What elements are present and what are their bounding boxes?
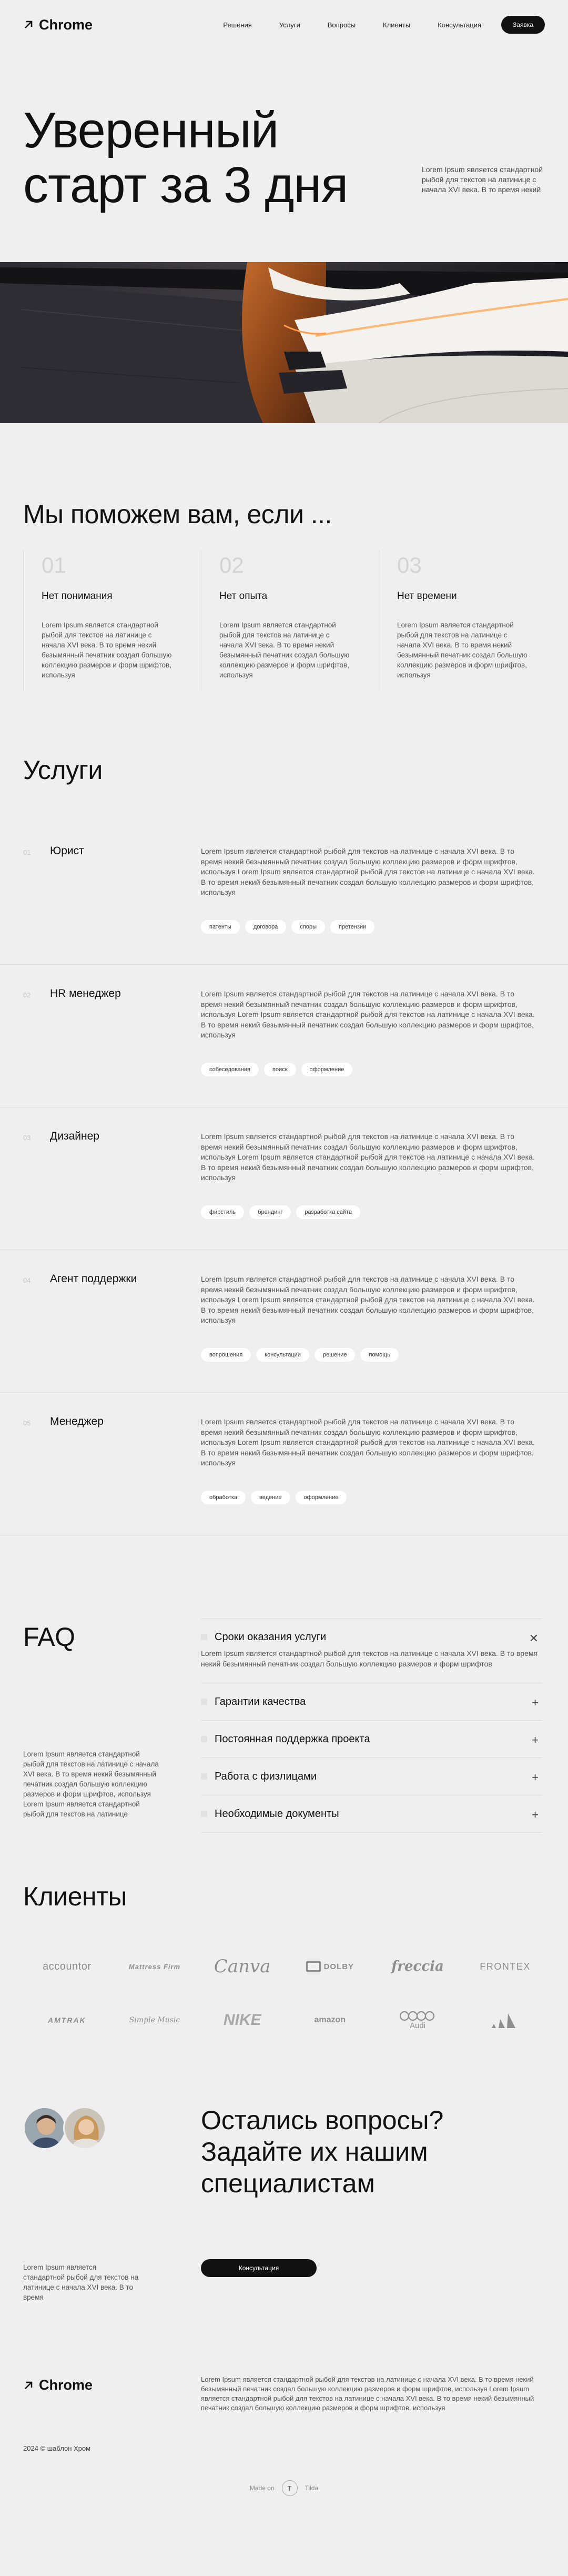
hero-title-line-2: старт за 3 дня	[23, 157, 348, 213]
service-number: 05	[23, 1419, 31, 1427]
service-number: 04	[23, 1276, 31, 1284]
avatar	[23, 2106, 66, 2150]
service-text: Lorem Ipsum является стандартной рыбой для текстов на латинице с начала XVI века. В то время некий безымянный печатник создал большую коллекцию размеров и форм шрифтов, используя Lorem Ipsum является стандартной рыбой для текстов на латинице с начала XVI века. В то время некий безымянный печатник создал большую коллекцию размеров и форм шрифтов, используя	[201, 1417, 535, 1467]
help-title: Мы поможем вам, если ...	[23, 500, 332, 529]
faq-item[interactable]	[201, 1758, 542, 1795]
client-logo-accountor: accountor	[43, 1960, 92, 1972]
service-number: 02	[23, 991, 31, 999]
nav-solutions[interactable]: Решения	[223, 21, 252, 29]
tag[interactable]: брендинг	[249, 1205, 291, 1219]
copyright: 2024 © шаблон Хром	[23, 2444, 91, 2452]
client-logo-amtrak: AMTRAK	[48, 2016, 86, 2024]
service-title: Агент поддержки	[50, 1273, 137, 1285]
contact-section	[0, 2089, 568, 2352]
service-title: HR менеджер	[50, 987, 121, 1000]
card-number: 03	[397, 553, 422, 577]
arrow-up-right-icon	[23, 19, 34, 30]
plus-icon[interactable]: +	[532, 1733, 539, 1746]
bullet-square	[201, 1773, 207, 1780]
service-tags	[201, 1063, 352, 1076]
client-logo-freccia: freccia	[391, 1959, 444, 1974]
card-number: 02	[219, 553, 244, 577]
service-item	[0, 1250, 568, 1393]
tag[interactable]: патенты	[201, 920, 240, 934]
service-item	[0, 822, 568, 965]
faq-section	[0, 1535, 568, 1821]
hero	[0, 49, 568, 262]
faq-item[interactable]	[201, 1683, 542, 1720]
close-icon[interactable]: ✕	[529, 1632, 539, 1645]
help-card	[201, 551, 379, 691]
plus-icon[interactable]: +	[532, 1808, 539, 1821]
card-text: Lorem Ipsum является стандартной рыбой для текстов на латинице с начала XVI века. В то время некий безымянный печатник создал большую коллекцию размеров и форм шрифтов, используя	[42, 621, 172, 679]
client-logo-mattress-firm: Mattress Firm	[128, 1962, 181, 1971]
tag[interactable]: помощь	[360, 1348, 399, 1362]
tag[interactable]: собеседования	[201, 1063, 259, 1076]
made-on-tilda[interactable]	[0, 2480, 568, 2496]
dolby-icon	[306, 1961, 321, 1972]
tilda-icon: T	[282, 2480, 298, 2496]
bullet-square	[201, 1736, 207, 1742]
nav-clients[interactable]: Клиенты	[383, 21, 411, 29]
service-title: Менеджер	[50, 1415, 104, 1427]
tag[interactable]: оформление	[296, 1491, 347, 1504]
service-tags	[201, 1348, 399, 1362]
client-logo-canva: Canva	[214, 1956, 271, 1977]
card-text: Lorem Ipsum является стандартной рыбой для текстов на латинице с начала XVI века. В то время некий безымянный печатник создал большую коллекцию размеров и форм шрифтов, используя	[219, 621, 350, 679]
tag[interactable]: разработка сайта	[296, 1205, 360, 1219]
tag[interactable]: оформление	[301, 1063, 353, 1076]
avatar	[63, 2106, 106, 2150]
faq-question: Гарантии качества	[215, 1695, 306, 1708]
service-title: Юрист	[50, 845, 84, 857]
hero-title-line-1: Уверенный	[23, 102, 279, 158]
plus-icon[interactable]: +	[532, 1696, 539, 1709]
person-icon	[25, 2108, 66, 2150]
hero-image	[0, 262, 568, 423]
client-logo-frontex: FRONTEX	[480, 1961, 531, 1972]
faq-side-text: Lorem Ipsum является стандартной рыбой для текстов на латинице с начала XVI века. В то время некий безымянный печатник создал большую коллекцию размеров и форм шрифтов, используя Lorem Ipsum является стандартной рыбой для текстов на латинице	[23, 1750, 159, 1818]
faq-question-row	[201, 1683, 542, 1720]
service-tags	[201, 920, 374, 934]
faq-item-open[interactable]	[201, 1619, 542, 1683]
hero-text: Lorem Ipsum является стандартной рыбой для текстов на латинице с начала XVI века. В то время некий	[422, 165, 543, 194]
services-title: Услуги	[23, 755, 103, 785]
faq-question-row	[201, 1721, 542, 1758]
nav-consultation[interactable]: Консультация	[438, 21, 482, 29]
logo-text: Chrome	[39, 16, 93, 33]
adidas-stripes-icon	[491, 2011, 518, 2029]
tag[interactable]: решение	[315, 1348, 356, 1362]
made-on-label: Made on	[249, 2484, 275, 2492]
request-button[interactable]: Заявка	[501, 16, 545, 34]
client-logo-nike: NIKE	[223, 2011, 261, 2029]
nav-questions[interactable]: Вопросы	[327, 21, 356, 29]
faq-question: Работа с физлицами	[215, 1770, 317, 1782]
client-logo-dolby: DOLBY	[286, 1955, 374, 1978]
help-section	[0, 423, 568, 718]
bullet-square	[201, 1634, 207, 1640]
service-item	[0, 1393, 568, 1535]
help-card	[379, 551, 556, 691]
card-number: 01	[42, 553, 66, 577]
card-title: Нет опыта	[219, 591, 268, 602]
tag[interactable]: обработка	[201, 1491, 246, 1504]
client-logo-adidas	[461, 2009, 549, 2032]
tag[interactable]: ведение	[251, 1491, 290, 1504]
service-item	[0, 1107, 568, 1250]
contact-side-text: Lorem Ipsum является стандартной рыбой для текстов на латинице с начала XVI века. В то время	[23, 2263, 139, 2301]
faq-list	[201, 1619, 542, 1833]
client-logo-amazon: amazon	[314, 2015, 346, 2024]
logo[interactable]	[23, 17, 93, 33]
client-logos	[23, 1955, 549, 2032]
card-title: Нет понимания	[42, 591, 113, 602]
service-text: Lorem Ipsum является стандартной рыбой для текстов на латинице с начала XVI века. В то время некий безымянный печатник создал большую коллекцию размеров и форм шрифтов, используя Lorem Ipsum является стандартной рыбой для текстов на латинице с начала XVI века. В то время некий безымянный печатник создал большую коллекцию размеров и форм шрифтов, используя	[201, 990, 535, 1039]
tilda-label: Tilda	[305, 2484, 319, 2492]
consultation-button[interactable]: Консультация	[201, 2259, 317, 2277]
nav-services[interactable]: Услуги	[279, 21, 300, 29]
service-text: Lorem Ipsum является стандартной рыбой для текстов на латинице с начала XVI века. В то время некий безымянный печатник создал большую коллекцию размеров и форм шрифтов, используя Lorem Ipsum является стандартной рыбой для текстов на латинице с начала XVI века. В то время некий безымянный печатник создал большую коллекцию размеров и форм шрифтов, используя	[201, 1132, 535, 1182]
header	[0, 0, 568, 49]
faq-question: Необходимые документы	[215, 1808, 339, 1820]
tag[interactable]: договора	[245, 920, 287, 934]
architecture-photo	[0, 262, 568, 423]
service-tags	[201, 1205, 360, 1219]
faq-answer: Lorem Ipsum является стандартной рыбой для текстов на латинице с начала XVI века. В то время некий безымянный печатник создал большую коллекцию размеров и форм шрифтов	[201, 1649, 538, 1668]
bullet-square	[201, 1699, 207, 1705]
person-icon	[65, 2108, 106, 2150]
services-section	[0, 718, 568, 1535]
audi-rings-icon	[399, 2011, 437, 2021]
bullet-square	[201, 1811, 207, 1817]
faq-item[interactable]	[201, 1720, 542, 1758]
footer-logo[interactable]	[23, 2377, 93, 2393]
specialists-avatars	[23, 2106, 113, 2159]
faq-question: Постоянная поддержка проекта	[215, 1733, 370, 1745]
hero-title	[23, 103, 348, 213]
footer-text: Lorem Ipsum является стандартной рыбой для текстов на латинице с начала XVI века. В то время некий безымянный печатник создал большую коллекцию размеров и форм шрифтов, используя Lorem Ipsum является стандартной рыбой для текстов на латинице с начала XVI века. В то время некий безымянный печатник создал большую коллекцию размеров и форм шрифтов, используя	[201, 2375, 534, 2412]
footer	[0, 2352, 568, 2512]
tag[interactable]: консультации	[256, 1348, 309, 1362]
main-nav	[223, 21, 481, 29]
logo-text: Chrome	[39, 2377, 93, 2393]
help-card	[23, 551, 201, 691]
faq-question-row	[201, 1758, 542, 1795]
client-logo-audi: Audi	[374, 2009, 462, 2032]
clients-title: Клиенты	[23, 1882, 127, 1911]
contact-title: Остались вопросы? Задайте их нашим специалистам	[201, 2105, 444, 2198]
client-logo-simple-music: Simple Music	[129, 2016, 180, 2024]
arrow-up-right-icon	[23, 2380, 34, 2391]
tag[interactable]: споры	[291, 920, 325, 934]
tag[interactable]: претензии	[330, 920, 374, 934]
clients-section	[0, 1817, 568, 2089]
faq-title: FAQ	[23, 1622, 75, 1652]
tag[interactable]: поиск	[264, 1063, 296, 1076]
faq-question: Сроки оказания услуги	[215, 1631, 327, 1643]
service-tags	[201, 1491, 347, 1504]
plus-icon[interactable]: +	[532, 1771, 539, 1784]
tag[interactable]: вопрошения	[201, 1348, 251, 1362]
service-number: 01	[23, 848, 31, 856]
card-title: Нет времени	[397, 591, 457, 602]
help-cards	[23, 551, 556, 691]
service-number: 03	[23, 1134, 31, 1142]
service-title: Дизайнер	[50, 1130, 99, 1142]
tag[interactable]: фирстиль	[201, 1205, 244, 1219]
card-text: Lorem Ipsum является стандартной рыбой для текстов на латинице с начала XVI века. В то время некий безымянный печатник создал большую коллекцию размеров и форм шрифтов, используя	[397, 621, 528, 679]
service-text: Lorem Ipsum является стандартной рыбой для текстов на латинице с начала XVI века. В то время некий безымянный печатник создал большую коллекцию размеров и форм шрифтов, используя Lorem Ipsum является стандартной рыбой для текстов на латинице с начала XVI века. В то время некий безымянный печатник создал большую коллекцию размеров и форм шрифтов, используя	[201, 1275, 535, 1324]
service-text: Lorem Ipsum является стандартной рыбой для текстов на латинице с начала XVI века. В то время некий безымянный печатник создал большую коллекцию размеров и форм шрифтов, используя Lorem Ipsum является стандартной рыбой для текстов на латинице с начала XVI века. В то время некий безымянный печатник создал большую коллекцию размеров и форм шрифтов, используя	[201, 847, 535, 896]
service-item	[0, 965, 568, 1107]
